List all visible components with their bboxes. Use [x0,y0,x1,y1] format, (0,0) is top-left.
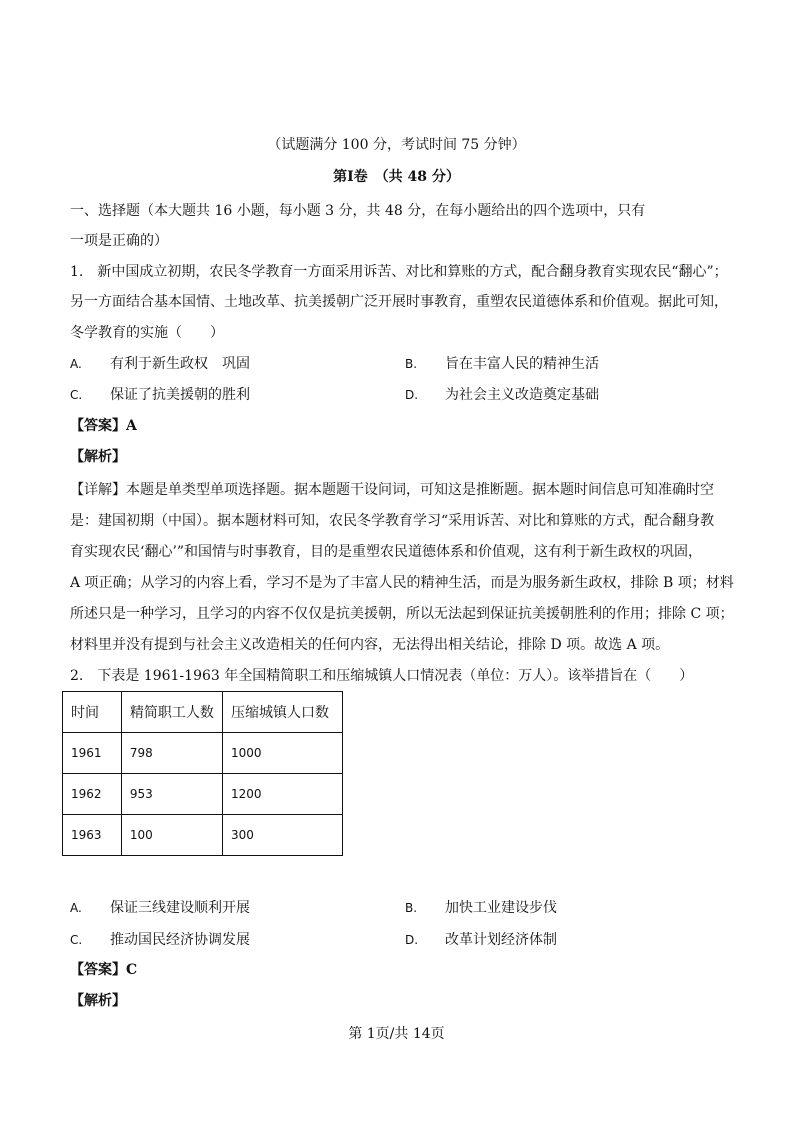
section-instruction-line1: 一、选择题（本大题共 16 小题，每小题 3 分，共 48 分，在每小题给出的四个选项中，只有 [70,203,646,219]
table-row [63,774,343,815]
option-letter: C. [70,388,83,402]
table-header-cell: 精简职工人数 [121,692,222,733]
table-cell: 1000 [223,733,343,774]
option-text: 旨在丰富人民的精神生活 [445,356,599,372]
q1-detail-line: 育实现农民‘翻心’”和国情与时事教育，目的是重塑农民道德体系和价值观，这有利于新生政权的巩固， [70,544,703,560]
option-text: 改革计划经济体制 [445,932,557,948]
page-number: 第 1页/共 14页 [348,1026,445,1042]
option-letter: D. [405,388,419,402]
q2-analysis-label: 【解析】 [70,993,126,1009]
q1-detail-line: 材料里并没有提到与社会主义改造相关的任何内容，无法得出相关结论，排除 D 项。故选 A 项。 [70,637,670,653]
option-text: 加快工业建设步伐 [445,900,557,916]
option-text: 有利于新生政权 巩固 [110,356,250,372]
q1-answer: 【答案】A [70,418,137,434]
option-letter: D. [405,933,419,947]
q1-detail-line: 【详解】本题是单类型单项选择题。据本题题干设问词，可知这是推断题。据本题时间信息可知准确时空 [70,482,714,498]
option-letter: C. [70,933,83,947]
q1-detail-line: 是：建国初期（中国）。据本题材料可知，农民冬学教育学习“采用诉苦、对比和算账的方式，配合翻身教 [70,513,715,529]
option-text: 推动国民经济协调发展 [110,932,250,948]
q2-option-a [70,898,250,918]
q2-option-d [405,930,557,950]
option-letter: A. [70,357,82,371]
option-letter: B. [405,901,418,915]
q1-stem-line2: 另一方面结合基本国情、土地改革、抗美援朝广泛开展时事教育，重塑农民道德体系和价值观。据此可知， [70,294,728,310]
table-cell: 798 [121,733,222,774]
q2-option-c [70,930,250,950]
table-header-cell: 时间 [63,692,122,733]
q1-detail-line: 所述只是一种学习，且学习的内容不仅仅是抗美援朝，所以无法起到保证抗美援朝胜利的作用；排除 C 项； [70,606,734,622]
volume-title: 第Ⅰ卷 （共 48 分） [333,169,460,185]
table-row [63,815,343,856]
q2-answer: 【答案】C [70,962,138,978]
section-instruction-line2: 一项是正确的） [70,233,168,249]
option-text: 保证了抗美援朝的胜利 [110,387,250,403]
q1-stem-line1: 1. 新中国成立初期，农民冬学教育一方面采用诉苦、对比和算账的方式，配合翻身教育实现农民“翻心”； [70,264,728,280]
table-header-row [63,692,343,733]
table-header-cell: 压缩城镇人口数 [223,692,343,733]
option-letter: B. [405,357,418,371]
table-cell: 300 [223,815,343,856]
table-cell: 100 [121,815,222,856]
q1-option-c [70,385,250,405]
q2-option-b [405,898,557,918]
table-cell: 1962 [63,774,122,815]
q2-stem: 2. 下表是 1961-1963 年全国精简职工和压缩城镇人口情况表（单位：万人）。该举措旨在（ ） [70,668,694,684]
table-cell: 1963 [63,815,122,856]
q1-analysis-label: 【解析】 [70,449,126,465]
table-row [63,733,343,774]
q1-stem-line3: 冬学教育的实施（ ） [70,325,224,341]
q1-detail-line: A 项正确；从学习的内容上看，学习不是为了丰富人民的精神生活，而是为服务新生政权，排除 B 项；材料 [70,575,734,591]
q1-option-b [405,354,599,374]
table-cell: 953 [121,774,222,815]
q1-option-d [405,385,599,405]
exam-note: （试题满分 100 分，考试时间 75 分钟） [267,137,526,153]
table-cell: 1961 [63,733,122,774]
option-text: 保证三线建设顺利开展 [110,900,250,916]
option-letter: A. [70,901,82,915]
q1-option-a [70,354,250,374]
table-cell: 1200 [223,774,343,815]
population-table [62,691,343,856]
option-text: 为社会主义改造奠定基础 [445,387,599,403]
